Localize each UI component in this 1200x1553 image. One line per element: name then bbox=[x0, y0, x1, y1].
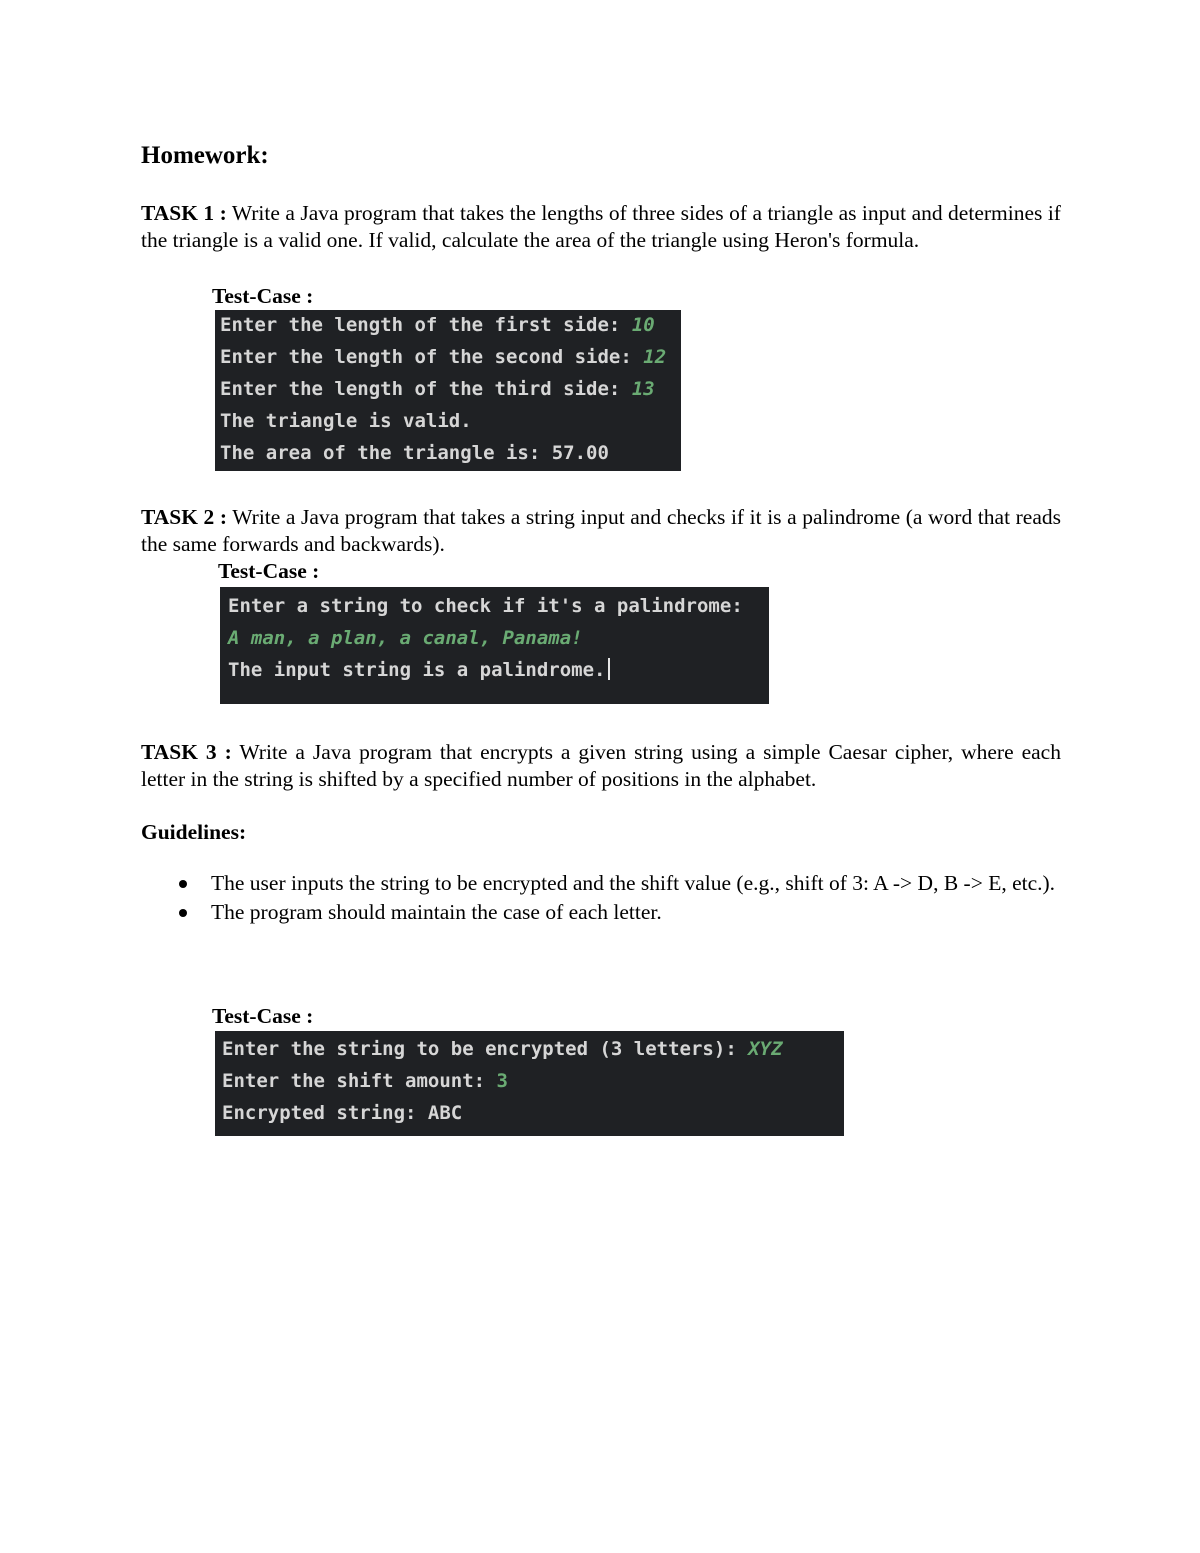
task-3-text: Write a Java program that encrypts a given string using a simple Caesar cipher, where each letter in the string is shifted by a specified number of positions in the alphabet. bbox=[141, 740, 1061, 791]
console-line: The triangle is valid. bbox=[220, 410, 472, 432]
text-cursor bbox=[608, 658, 610, 680]
task-2-testcase-label: Test-Case : bbox=[218, 559, 320, 583]
guidelines-title: Guidelines: bbox=[141, 820, 247, 844]
bullet-icon bbox=[179, 880, 187, 888]
page-title: Homework: bbox=[141, 142, 269, 169]
console-line: Encrypted string: ABC bbox=[222, 1102, 463, 1124]
console-line: Enter the length of the second side: 12 bbox=[220, 346, 667, 368]
task-3-console bbox=[215, 1031, 844, 1136]
console-line: Enter the string to be encrypted (3 letters): XYZ bbox=[222, 1038, 783, 1060]
console-line: Enter a string to check if it's a palindrome: bbox=[228, 595, 743, 617]
task-3-label: TASK 3 : bbox=[141, 740, 232, 764]
console-line: Enter the length of the third side: 13 bbox=[220, 378, 655, 400]
task-1-testcase-label: Test-Case : bbox=[212, 284, 314, 308]
task-3-testcase-label: Test-Case : bbox=[212, 1004, 314, 1028]
console-line: The input string is a palindrome. bbox=[228, 655, 610, 685]
console-line: A man, a plan, a canal, Panama! bbox=[228, 627, 583, 649]
bullet-icon bbox=[179, 909, 187, 917]
guidelines-list bbox=[141, 870, 1061, 928]
task-2-description bbox=[141, 504, 1061, 558]
task-2-console bbox=[220, 587, 769, 704]
task-1-text: Write a Java program that takes the lengths of three sides of a triangle as input and determines if the triangle is a valid one. If valid, calculate the area of the triangle using Heron's formula. bbox=[141, 201, 1061, 252]
list-item: The program should maintain the case of each letter. bbox=[141, 899, 1061, 926]
console-line: Enter the shift amount: 3 bbox=[222, 1070, 508, 1092]
list-item: The user inputs the string to be encrypted and the shift value (e.g., shift of 3: A -> D, B -> E, etc.). bbox=[141, 870, 1061, 897]
task-2-text: Write a Java program that takes a string input and checks if it is a palindrome (a word that reads the same forwards and backwards). bbox=[141, 505, 1061, 556]
console-line: The area of the triangle is: 57.00 bbox=[220, 442, 609, 464]
task-1-console bbox=[215, 310, 681, 471]
task-1-description bbox=[141, 200, 1061, 254]
console-line: Enter the length of the first side: 10 bbox=[220, 314, 655, 336]
task-1-label: TASK 1 : bbox=[141, 201, 227, 225]
task-2-label: TASK 2 : bbox=[141, 505, 228, 529]
task-3-description bbox=[141, 739, 1061, 793]
